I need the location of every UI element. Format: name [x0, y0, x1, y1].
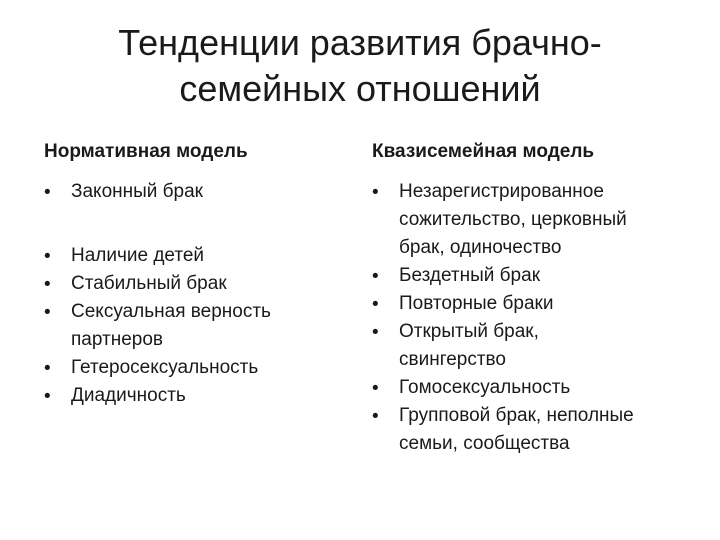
- quasi-family-model-list: [372, 178, 692, 458]
- list-item: [44, 270, 344, 298]
- quasi-family-model-heading: Квазисемейная модель: [372, 141, 595, 162]
- bullet-icon: •: [44, 182, 51, 203]
- bullet-icon: •: [44, 358, 51, 379]
- slide-title: [60, 20, 660, 112]
- item-text: Сексуальная верность: [71, 301, 271, 322]
- list-item: [372, 318, 692, 374]
- item-text: брак, одиночество: [399, 237, 562, 258]
- bullet-icon: •: [44, 386, 51, 407]
- item-text: семьи, сообщества: [399, 433, 570, 454]
- item-text: партнеров: [71, 329, 163, 350]
- item-text: Наличие детей: [71, 245, 205, 266]
- title-line-1: Тенденции развития брачно-: [118, 22, 602, 63]
- bullet-icon: •: [372, 182, 379, 203]
- list-item: [372, 290, 692, 318]
- item-text: Открытый брак,: [399, 321, 539, 342]
- list-item: [372, 262, 692, 290]
- list-item: [372, 178, 692, 262]
- normative-model-list: [44, 178, 344, 410]
- item-text: свингерство: [399, 349, 506, 370]
- bullet-icon: •: [44, 246, 51, 267]
- list-item: [372, 374, 692, 402]
- normative-model-column: [44, 140, 344, 410]
- item-text: Групповой брак, неполные: [399, 405, 634, 426]
- bullet-icon: •: [44, 274, 51, 295]
- list-item: [372, 402, 692, 458]
- quasi-family-model-column: [372, 140, 692, 458]
- list-spacer: [44, 206, 344, 242]
- item-text: Незарегистрированное: [399, 181, 604, 202]
- list-item: [44, 354, 344, 382]
- bullet-icon: •: [372, 294, 379, 315]
- bullet-icon: •: [372, 406, 379, 427]
- item-text: Гетеросексуальность: [71, 357, 259, 378]
- list-item: [44, 382, 344, 410]
- normative-model-heading: Нормативная модель: [44, 141, 248, 162]
- title-line-2: семейных отношений: [179, 68, 541, 109]
- item-text: Стабильный брак: [71, 273, 227, 294]
- item-text: Законный брак: [71, 181, 203, 202]
- list-item: [44, 178, 344, 206]
- item-text: сожительство, церковный: [399, 209, 627, 230]
- list-item: [44, 298, 344, 354]
- bullet-icon: •: [372, 378, 379, 399]
- bullet-icon: •: [372, 266, 379, 287]
- item-text: Диадичность: [71, 385, 186, 406]
- item-text: Повторные браки: [399, 293, 554, 314]
- list-item: [44, 242, 344, 270]
- item-text: Бездетный брак: [399, 265, 541, 286]
- bullet-icon: •: [44, 302, 51, 323]
- item-text: Гомосексуальность: [399, 377, 571, 398]
- bullet-icon: •: [372, 322, 379, 343]
